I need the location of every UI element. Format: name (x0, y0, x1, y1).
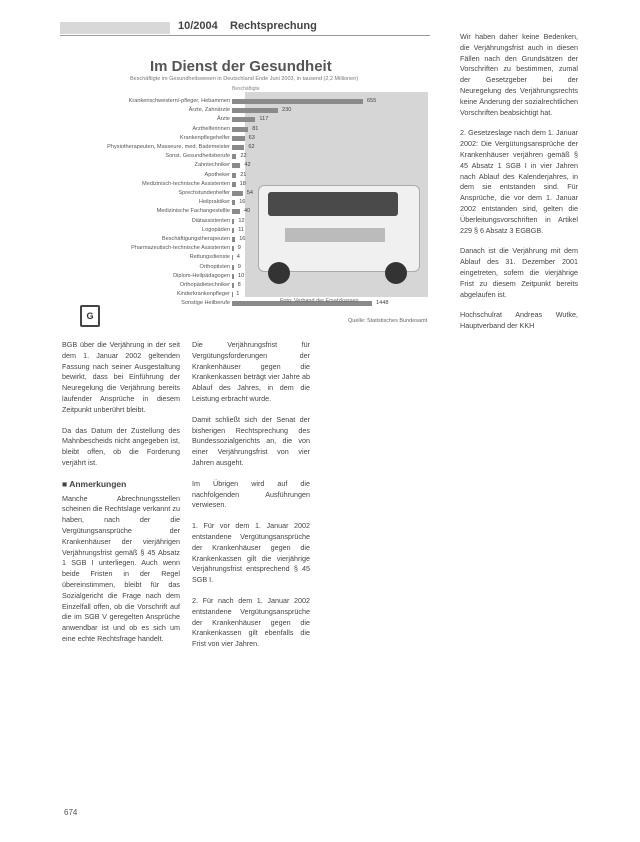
header-rule (60, 35, 430, 36)
section-heading: ■ Anmerkungen (62, 478, 127, 489)
header-bar (60, 22, 170, 34)
chart-category-label: Ärzte (216, 116, 230, 123)
chart-category-label: Diätassistenten (191, 217, 230, 224)
chart-bar (232, 219, 234, 224)
issue-number: 10/2004 (178, 20, 218, 32)
chart-bar (232, 127, 248, 132)
chart-bar (232, 228, 234, 233)
chart-bar (232, 274, 234, 279)
chart-value-label: 1448 (376, 300, 389, 307)
chart-bar (232, 145, 244, 150)
chart-value-label: 9 (237, 263, 241, 270)
paragraph: Manche Abrechnungsstellen scheinen die Rechtslage verkannt zu haben, nach der die Vergütungsansprüche der Krankenhäuser der vierjährigen Verjährungsfrist gemäß § 45 Absatz 1 SGB I unterliegen. Auch wenn beide Fristen in der Regel übereinstimmen, bleibt für das Sozialgericht die Frage nach dem Einzelfall offen, ob die Vorschrift auf die im SGB V geregelten Ansprüche anwendbar ist und ob es sich um eine echte Rechtsfrage handelt. (62, 493, 180, 643)
chart-category-label: Orthopädietechniker (179, 282, 230, 288)
paragraph: Damit schließt sich der Senat der bisherigen Rechtsprechung des Bundessozialgerichts an, die von einer Verjährungsfrist von vier Jahren ausgeht. (192, 414, 310, 467)
chart-bar (232, 265, 234, 270)
chart-category-label: Arzthelferinnen (192, 125, 230, 132)
chart-value-label: 655 (367, 98, 377, 104)
chart-value-label: 9 (237, 245, 241, 252)
chart-value-label: 18 (239, 180, 246, 187)
chart-value-label: 230 (282, 107, 292, 114)
chart-value-label: 10 (238, 272, 245, 279)
page-number: 674 (64, 808, 78, 817)
photo-caption: Foto: Verband der Ersatzkassen (280, 298, 359, 304)
section-name: Rechtsprechung (230, 20, 317, 32)
chart-category-label: Logopäden (202, 226, 230, 233)
chart-category-label: Krankenpflegehelfer (179, 134, 230, 141)
chart-value-label: 42 (244, 162, 251, 169)
ambulance-grill (285, 228, 385, 242)
column-2 (192, 340, 310, 660)
chart-category-label: Apotheker (204, 171, 230, 178)
chart-category-label: Rettungsdienste (189, 254, 230, 261)
chart-value-label: 54 (246, 190, 254, 196)
column-3 (460, 32, 578, 342)
chart-bar (232, 173, 236, 178)
chart-value-label: 117 (259, 116, 269, 123)
chart-source: Quelle: Statistisches Bundesamt (348, 318, 428, 324)
chart-bar (232, 154, 236, 159)
paragraph: Da das Datum der Zustellung des Mahnbescheids nicht angegeben ist, bleibt offen, ob die Forderung verjährt ist. (62, 425, 180, 467)
chart-bar (232, 136, 245, 141)
chart-category-label: Beschäftigungstherapeuten (161, 236, 230, 242)
column-1 (62, 340, 180, 655)
chart-category-label: Physiotherapeuten, Masseure, med. Bademeister (107, 144, 230, 150)
paragraph: 2. Gesetzeslage nach dem 1. Januar 2002: Die Vergütungsansprüche der Krankenhäuser verjähren gemäß § 45 Absatz 1 SGB I in vier Jahren nach Ablauf des Kalenderjahres, in dem sie entstanden sind. Für Ansprüche, die vor dem 1. Januar 2002 entstanden sind, gelten die Überleitungsvorschriften in Artikel 229 § 6 Absatz 3 EGBGB. (460, 128, 578, 235)
chart-category-label: Kinderkrankenpfleger (176, 291, 230, 298)
paragraph: Danach ist die Verjährung mit dem Ablauf des 31. Dezember 2001 eingetreten, sofern die vierjährige Frist zu diesem Zeitpunkt bereits abgelaufen ist. (460, 246, 578, 299)
chart-unit: Beschäftigte (232, 86, 260, 92)
chart-value-label: 40 (244, 208, 251, 215)
ambulance-windshield (268, 192, 398, 216)
chart-value-label: 16 (239, 236, 246, 242)
globus-logo: G (80, 305, 100, 327)
paragraph: 1. Für vor dem 1. Januar 2002 entstandene Vergütungsansprüche der Krankenhäuser gegen die Krankenkassen gilt die vierjährige Verjährungsfrist entsprechend § 45 SGB I. (192, 521, 310, 585)
chart-category-label: Sprechstundenhelfer (178, 190, 230, 196)
chart-category-label: Krankenschwestern/-pfleger, Hebammen (128, 98, 230, 104)
chart-value-label: 4 (236, 254, 240, 261)
chart-category-label: Medizinische Fachangestellte (156, 208, 230, 215)
chart-category-label: Sonst. Gesundheitsberufe (165, 153, 230, 160)
chart-value-label: 1 (236, 291, 240, 298)
chart-bar (232, 200, 235, 205)
paragraph: Wir haben daher keine Bedenken, die Verjährungsfrist auch in diesen Fällen nach den Grundsätzen der Vorschriften zu bestimmen, zumal der Gesetzgeber bei der Neuregelung des Verjährungsrechts keine Änderung der sozialrechtlichen Vorschriften beabsichtigt hat. (460, 32, 578, 117)
page-header (178, 20, 317, 32)
chart-value-label: 63 (248, 134, 255, 141)
chart-value-label: 21 (240, 171, 247, 178)
chart-bar (232, 209, 240, 214)
chart-bar (232, 237, 235, 242)
chart-bar (232, 246, 234, 251)
chart-category-label: Zahntechniker (194, 162, 230, 169)
chart-value-label: 22 (240, 153, 247, 160)
wheel-icon (268, 262, 290, 284)
chart-subtitle: Beschäftigte im Gesundheitswesen in Deutschland Ende Juni 2003, in tausend (2,2 Millionen) (130, 76, 359, 82)
chart-value-label: 11 (238, 226, 244, 233)
wheel-icon (385, 262, 407, 284)
paragraph: 2. Für nach dem 1. Januar 2002 entstandene Vergütungsansprüche der Krankenhäuser gegen die Krankenkassen gilt ebenfalls die Frist von vier Jahren. (192, 595, 310, 649)
chart-category-label: Pharmazeutisch-technische Assistenten (131, 245, 230, 252)
chart-value-label: 8 (237, 282, 241, 288)
author-line: Hochschulrat Andreas Wutke, Hauptverband der KKH (460, 310, 578, 331)
chart-category-label: Medizinisch-technische Assistenten (142, 180, 230, 187)
chart-bar (232, 182, 236, 187)
paragraph: BGB über die Verjährung in der seit dem 1. Januar 2002 geltenden Fassung nach seiner Ausgestaltung bewirkt, dass bei Einführung der Neuregelung die Verjährung bereits laufender Ansprüche in diesem Zeitpunkt unberührt bleibt. (62, 340, 180, 414)
chart-bar (232, 255, 233, 260)
chart-value-label: 16 (239, 199, 246, 206)
chart-category-label: Orthoptisten (199, 263, 230, 270)
chart-bar (232, 99, 363, 104)
chart-bar (232, 191, 243, 196)
chart-bar (232, 117, 255, 122)
chart-bar (232, 283, 234, 288)
chart-category-label: Diplom-Heilpädagogen (173, 272, 230, 279)
chart-category-label: Heilpraktiker (198, 199, 230, 206)
chart-value-label: 12 (238, 217, 245, 224)
chart-value-label: 62 (248, 144, 255, 150)
chart-value-label: 81 (252, 125, 259, 132)
chart-category-label: Ärzte, Zahnärzte (188, 107, 230, 114)
paragraph: Die Verjährungsfrist für Vergütungsforderungen der Krankenhäuser gegen die Krankenkassen beträgt vier Jahre ab Ablauf des Jahres, in dem die Leistung erbracht wurde. (192, 340, 310, 403)
chart-bar (232, 163, 240, 168)
paragraph: Im Übrigen wird auf die nachfolgenden Ausführungen verwiesen. (192, 478, 310, 510)
chart-title: Im Dienst der Gesundheit (150, 58, 332, 75)
chart-bar (232, 108, 278, 113)
chart-category-label: Sonstige Heilberufe (181, 300, 230, 307)
